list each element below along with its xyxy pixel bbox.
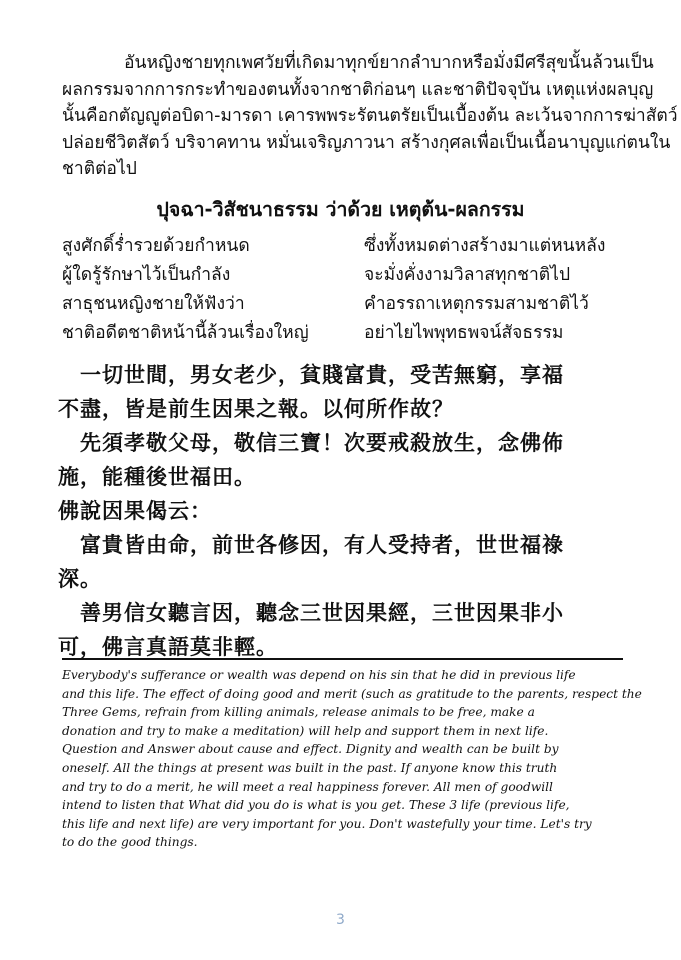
english-line: this life and next life) are very important for you. Don't wastefully your time. Let's try: [62, 816, 592, 831]
thai-paragraph-line: นั้นคือกตัญญูต่อบิดา-มารดา เคารพพระรัตนตรัยเป็นเบื้องต้น ละเว้นจากการฆ่าสัตว์: [62, 106, 678, 126]
english-line: and try to do a merit, he will meet a real happiness forever. All men of goodwill: [62, 779, 553, 794]
poem-row: [62, 319, 632, 348]
chinese-line: 可，佛言真語莫非輕。: [58, 634, 278, 659]
poem-right-verse: จะมั่งคั่งงามวิลาสทุกชาติไป: [364, 265, 571, 285]
chinese-line: 一切世間，男女老少，貧賤富貴，受苦無窮，享福: [58, 362, 564, 387]
poem-left-verse: สูงศักดิ์ร่ำรวยด้วยกำหนด: [62, 236, 250, 256]
english-line: Everybody's sufferance or wealth was depend on his sin that he did in previous life: [62, 668, 576, 682]
chinese-line: 善男信女聽言因，聽念三世因果經，三世因果非小: [58, 600, 564, 625]
section-title: ปุจฉา-วิสัชนาธรรม ว่าด้วย เหตุต้น-ผลกรรม: [156, 198, 525, 221]
chinese-line: 施，能種後世福田。: [58, 464, 256, 489]
poem-left-verse: ผู้ใดรู้รักษาไว้เป็นกำลัง: [62, 265, 231, 285]
poem-row: [62, 261, 632, 290]
thai-paragraph-line: ปล่อยชีวิตสัตว์ บริจาคทาน หมั่นเจริญภาวนา สร้างกุศลเพื่อเป็นเนื้อนาบุญแก่ตนใน: [62, 132, 671, 153]
thai-paragraph-line: อันหญิงชายทุกเพศวัยที่เกิดมาทุกข์ยากลำบากหรือมั่งมีศรีสุขนั้นล้วนเป็น: [124, 53, 654, 73]
english-line: donation and try to make a meditation) will help and support them in next life.: [62, 723, 549, 738]
horizontal-divider: [62, 658, 623, 660]
chinese-text-block: [58, 358, 628, 664]
chinese-line: 不盡，皆是前生因果之報。以何所作故？: [58, 396, 454, 421]
chinese-line: 富貴皆由命，前世各修因，有人受持者，世世福祿: [58, 532, 564, 557]
poem-right-verse: คำอรรถาเหตุกรรมสามชาติไว้: [364, 294, 589, 314]
thai-introduction-paragraph: [62, 50, 678, 183]
english-line: to do the good things.: [62, 835, 198, 850]
english-line: Three Gems, refrain from killing animals, release animals to be free, make a: [62, 705, 535, 720]
poem-right-verse: อย่าไยไพพุทธพจน์สัจธรรม: [364, 323, 564, 343]
poem-left-verse: ชาติอดีตชาติหน้านี้ล้วนเรื่องใหญ่: [62, 323, 309, 343]
english-line: oneself. All the things at present was built in the past. If anyone know this truth: [62, 760, 558, 775]
chinese-line: 先須孝敬父母，敬信三寶！次要戒殺放生，念佛佈: [58, 430, 564, 455]
poem-row: [62, 232, 632, 261]
poem-left-verse: สาธุชนหญิงชายให้ฟังว่า: [62, 294, 245, 314]
english-line: and this life. The effect of doing good and merit (such as gratitude to the parents, respect the: [62, 686, 642, 701]
poem-row: [62, 290, 632, 319]
thai-paragraph-line: ผลกรรมจากการกระทำของตนทั้งจากชาติก่อนๆ และชาติปัจจุบัน เหตุแห่งผลบุญ: [62, 79, 654, 100]
poem-right-verse: ซึ่งทั้งหมดต่างสร้างมาแต่หนหลัง: [364, 236, 606, 256]
english-line: Question and Answer about cause and effect. Dignity and wealth can be built by: [62, 742, 559, 757]
page-number: 3: [336, 912, 345, 928]
thai-paragraph-line: ชาติต่อไป: [62, 159, 137, 179]
chinese-line: 佛說因果偈云：: [58, 498, 212, 523]
english-line: intend to listen that What did you do is what is you get. These 3 life (previous life,: [62, 798, 570, 813]
thai-poem: [62, 232, 632, 348]
chinese-line: 深。: [58, 566, 102, 591]
english-translation-block: [62, 666, 642, 852]
